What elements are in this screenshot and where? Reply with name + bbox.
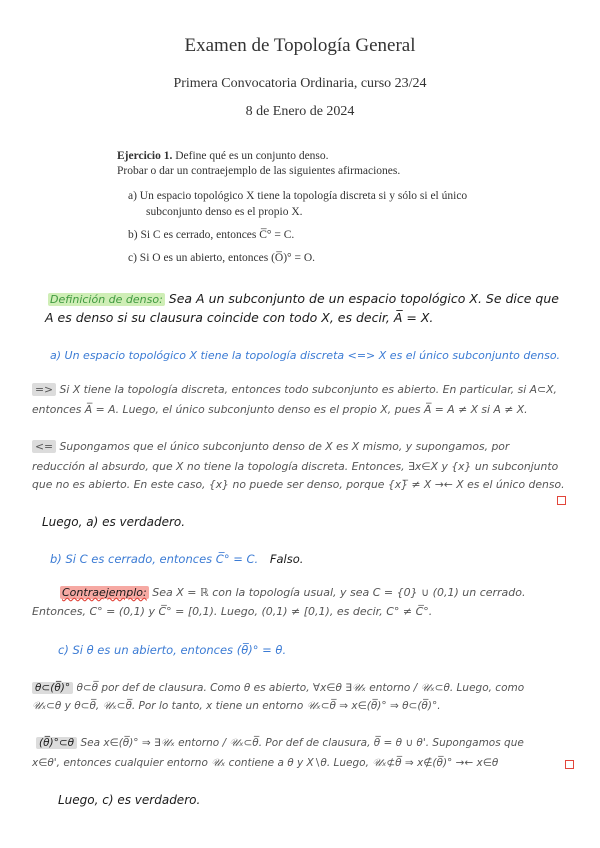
definition-line1: Sea A un subconjunto de un espacio topológico X. Se dice que	[168, 291, 559, 306]
part-a-backward	[32, 440, 509, 453]
part-b-heading-row	[50, 552, 303, 566]
part-b-verdict: Falso.	[269, 552, 304, 566]
counterexample-line2: Entonces, C° = (0,1) y C̅° = [0,1). Luego, (0,1) ≠ [0,1), es decir, C° ≠ C̅°.	[32, 605, 433, 618]
part-a-heading: a) Un espacio topológico X tiene la topología discreta <=> X es el único subconjunto denso.	[50, 349, 561, 362]
backward-line1: Supongamos que el único subconjunto denso de X es X mismo, y supongamos, por	[59, 440, 510, 453]
part-c-inclusion-2	[36, 737, 524, 750]
inclusion-1-line2: 𝒰ₓ⊂θ y θ⊂θ̅, 𝒰ₓ⊂θ̅. Por lo tanto, x tiene un entorno 𝒰ₓ⊂θ̅ ⇒ x∈(θ̅)° ⇒ θ⊂(θ̅)°.	[32, 700, 441, 712]
inclusion-1-line1: θ⊂θ̅ por def de clausura. Como θ es abierto, ∀x∈θ ∃𝒰ₓ entorno / 𝒰ₓ⊂θ. Luego, como	[76, 682, 525, 694]
exercise-intro-2: Probar o dar un contraejemplo de las siguientes afirmaciones.	[117, 165, 401, 177]
statement-a-line2: subconjunto denso es el propio X.	[146, 206, 303, 218]
exercise-intro	[117, 150, 329, 162]
qed-square-icon	[557, 496, 566, 505]
part-a-conclusion: Luego, a) es verdadero.	[42, 515, 186, 529]
exam-date: 8 de Enero de 2024	[245, 104, 355, 119]
inclusion-2-label: (θ̅)°⊂θ	[36, 737, 77, 749]
inclusion-2-line2: x∈θ', entonces cualquier entorno 𝒰ₓ contiene a θ y X∖θ. Luego, 𝒰ₓ⊄θ̅ ⇒ x∉(θ̅)° →← x∈θ	[32, 757, 499, 769]
statement-c: c) Si O es un abierto, entonces (O̅)° = O.	[128, 252, 316, 264]
counterexample-label: Contraejemplo:	[62, 586, 147, 599]
part-b-counterexample	[60, 586, 526, 599]
part-c-conclusion: Luego, c) es verdadero.	[58, 793, 201, 807]
part-b-heading: b) Si C es cerrado, entonces C̅° = C.	[50, 552, 259, 566]
backward-arrow-badge: <=	[32, 440, 56, 453]
part-a-forward	[32, 383, 557, 396]
exercise-intro-1: Define qué es un conjunto denso.	[175, 150, 329, 162]
part-c-inclusion-1	[32, 682, 524, 695]
definition-line2: A es denso si su clausura coincide con todo X, es decir, A̅ = X.	[45, 310, 434, 325]
backward-line3: que no es abierto. En este caso, {x} no puede ser denso, porque {x}̅ ≠ X →← X es el único denso.	[32, 478, 565, 491]
exam-subtitle: Primera Convocatoria Ordinaria, curso 23/24	[173, 76, 427, 91]
part-c-heading: c) Si θ es un abierto, entonces (θ̅)° = θ.	[58, 643, 287, 657]
inclusion-1-label: θ⊂(θ̅)°	[32, 682, 73, 694]
forward-arrow-badge: =>	[32, 383, 56, 396]
backward-line2: reducción al absurdo, que X no tiene la topología discreta. Entonces, ∃x∈X y {x} un subconjunto	[32, 460, 559, 473]
forward-line1: Si X tiene la topología discreta, entonces todo subconjunto es abierto. En particular, si A⊂X,	[59, 383, 557, 396]
forward-line2: entonces A̅ = A. Luego, el único subconjunto denso es el propio X, pues A̅ = A ≠ X si A ≠ X.	[32, 403, 528, 416]
statement-b: b) Si C es cerrado, entonces C̅° = C.	[128, 229, 295, 241]
inclusion-2-line1: Sea x∈(θ̅)° ⇒ ∃𝒰ₓ entorno / 𝒰ₓ⊂θ̅. Por def de clausura, θ̅ = θ ∪ θ'. Supongamos que	[80, 737, 524, 749]
statement-a-line1: a) Un espacio topológico X tiene la topología discreta si y sólo si el único	[128, 190, 468, 202]
counterexample-line1: Sea X = ℝ con la topología usual, y sea C = {0} ∪ (0,1) un cerrado.	[152, 586, 526, 599]
exam-title: Examen de Topología General	[184, 35, 416, 56]
definition-label: Definición de denso:	[50, 293, 163, 306]
exercise-label: Ejercicio 1.	[117, 150, 173, 162]
qed-square-icon-2	[565, 760, 574, 769]
definition-block	[48, 291, 559, 306]
